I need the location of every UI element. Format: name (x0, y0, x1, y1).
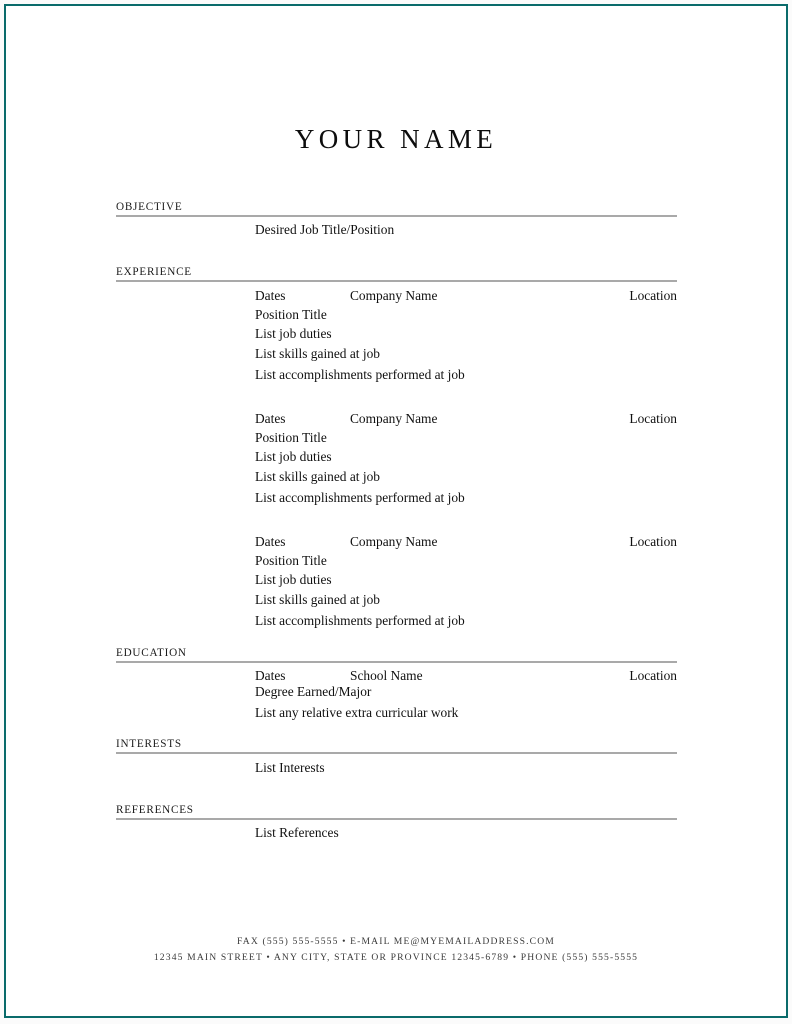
education-dates: Dates (255, 668, 286, 683)
experience-location: Location (629, 288, 677, 303)
section-rule-objective (116, 215, 677, 217)
experience-skills: List skills gained at job (255, 469, 380, 484)
experience-dates: Dates (255, 288, 286, 303)
education-degree: Degree Earned/Major (255, 684, 372, 699)
footer-contact-line: FAX (555) 555-5555 • E-MAIL ME@MYEMAILADDRESS.COM (237, 936, 555, 947)
experience-dates: Dates (255, 411, 286, 426)
experience-duties: List job duties (255, 572, 332, 587)
experience-company: Company Name (350, 534, 438, 549)
references-value: List References (255, 825, 339, 840)
experience-accomplishments: List accomplishments performed at job (255, 367, 465, 382)
interests-value: List Interests (255, 760, 325, 775)
section-label-experience: EXPERIENCE (116, 266, 192, 278)
experience-skills: List skills gained at job (255, 592, 380, 607)
education-school: School Name (350, 668, 423, 683)
education-extra: List any relative extra curricular work (255, 705, 459, 720)
section-rule-education (116, 661, 677, 663)
objective-value: Desired Job Title/Position (255, 222, 395, 237)
section-label-interests: INTERESTS (116, 738, 182, 750)
section-header-interests (116, 738, 677, 754)
experience-company: Company Name (350, 288, 438, 303)
section-header-references (116, 804, 677, 820)
section-label-education: EDUCATION (116, 647, 187, 659)
experience-company: Company Name (350, 411, 438, 426)
section-rule-interests (116, 752, 677, 754)
experience-accomplishments: List accomplishments performed at job (255, 613, 465, 628)
section-header-education (116, 647, 677, 663)
experience-location: Location (629, 411, 677, 426)
section-header-experience (116, 266, 677, 282)
experience-dates: Dates (255, 534, 286, 549)
experience-position: Position Title (255, 553, 327, 568)
experience-position: Position Title (255, 430, 327, 445)
education-location: Location (629, 668, 677, 683)
section-header-objective (116, 201, 677, 217)
experience-accomplishments: List accomplishments performed at job (255, 490, 465, 505)
section-rule-experience (116, 280, 677, 282)
experience-duties: List job duties (255, 326, 332, 341)
experience-position: Position Title (255, 307, 327, 322)
experience-duties: List job duties (255, 449, 332, 464)
section-label-references: REFERENCES (116, 804, 194, 816)
section-label-objective: OBJECTIVE (116, 201, 183, 213)
footer-address-line: 12345 MAIN STREET • ANY CITY, STATE OR PROVINCE 12345-6789 • PHONE (555) 555-5555 (153, 952, 639, 963)
experience-skills: List skills gained at job (255, 346, 380, 361)
section-rule-references (116, 818, 677, 820)
experience-location: Location (629, 534, 677, 549)
page-title: YOUR NAME (294, 124, 498, 154)
